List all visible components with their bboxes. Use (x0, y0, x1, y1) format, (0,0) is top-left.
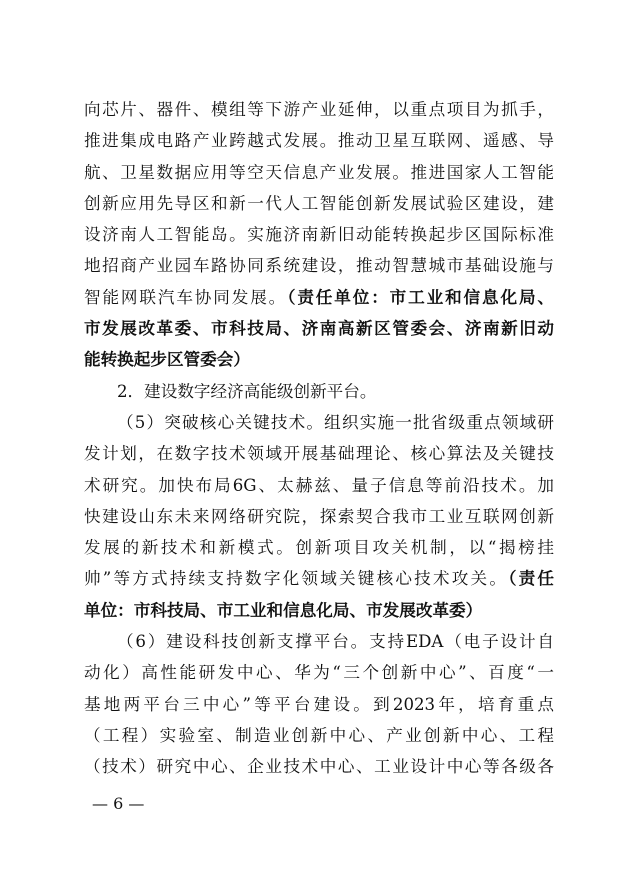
paragraph-a-line-7 (84, 282, 554, 313)
paragraph-b-line-5: 发展的新技术和新模式。创新项目攻关机制，以“揭榜挂 (84, 538, 554, 558)
paragraph-b-line-3: 术研究。加快布局6G、太赫兹、量子信息等前沿技术。加 (84, 475, 554, 495)
paragraph-b-line-6-text: 帅”等方式持续支持数字化领域关键核心技术攻关。 (84, 569, 509, 589)
paragraph-b-line-2: 发计划，在数字技术领域开展基础理论、核心算法及关键技 (84, 444, 554, 464)
section-heading: 2．建设数字经济高能级创新平台。 (117, 381, 377, 401)
paragraph-a-line-2: 推进集成电路产业跨越式发展。推动卫星互联网、遥感、导 (84, 131, 554, 151)
responsibility-note-start: （责任单位：市工业和信息化局、 (287, 286, 554, 307)
paragraph-a-line-4: 创新应用先导区和新一代人工智能创新发展试验区建设，建 (84, 193, 554, 213)
paragraph-a-line-3: 航、卫星数据应用等空天信息产业发展。推进国家人工智能 (84, 162, 554, 182)
body-text (84, 94, 554, 783)
responsibility-note-line-2: 市发展改革委、市科技局、济南高新区管委会、济南新旧动 (84, 318, 554, 339)
responsibility-note-line-3: 能转换起步区管委会） (84, 349, 250, 370)
paragraph-c-line-5: （技术）研究中心、企业技术中心、工业设计中心等各级各 (84, 757, 554, 777)
paragraph-a-line-7-text: 智能网联汽车协同发展。 (84, 287, 288, 307)
paragraph-b-line-1: （5）突破核心关键技术。组织实施一批省级重点领域研 (117, 412, 554, 432)
paragraph-b-line-6 (84, 563, 554, 594)
paragraph-a-line-1: 向芯片、器件、模组等下游产业延伸，以重点项目为抓手， (84, 100, 554, 119)
page-number: — 6 — (92, 794, 145, 813)
responsibility-note-b-line-2: 单位：市科技局、市工业和信息化局、市发展改革委） (84, 599, 483, 620)
paragraph-b-line-4: 快建设山东未来网络研究院，探索契合我市工业互联网创新 (84, 506, 554, 526)
paragraph-a-line-5: 设济南人工智能岛。实施济南新旧动能转换起步区国际标准 (84, 225, 554, 245)
paragraph-c-line-4: （工程）实验室、制造业创新中心、产业创新中心、工程 (84, 725, 554, 745)
paragraph-c-line-3: 基地两平台三中心”等平台建设。到2023年，培育重点 (84, 694, 554, 714)
responsibility-note-b-start: （责任 (508, 568, 554, 589)
paragraph-a-line-6: 地招商产业园车路协同系统建设，推动智慧城市基础设施与 (84, 256, 554, 276)
paragraph-c-line-1: （6）建设科技创新支撑平台。支持EDA（电子设计自 (117, 632, 554, 652)
paragraph-c-line-2: 动化）高性能研发中心、华为“三个创新中心”、百度“一 (84, 663, 554, 683)
